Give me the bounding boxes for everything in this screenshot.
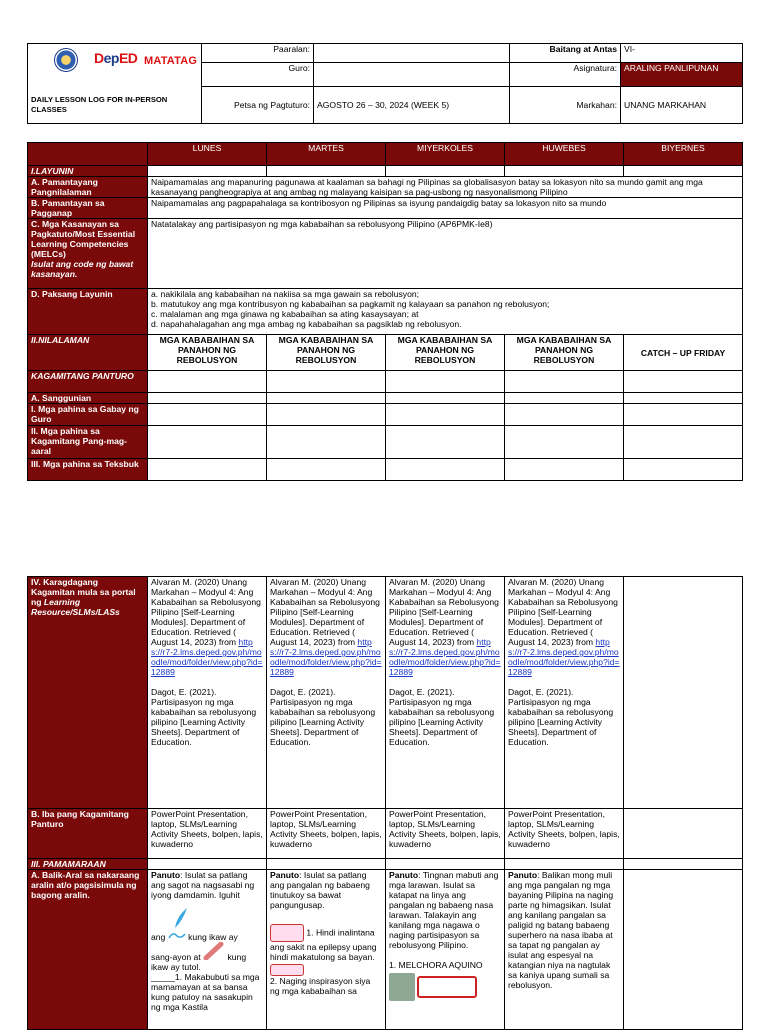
- miyerkoles-instruction: : Tingnan mabuti ang mga larawan. Isulat sa katapat na linya ang pangalan ng babaeng nasa larawan. Talakayin ang kanilang mga nagawa o naging partisipasyon sa rebolusyong Pilipino.: [389, 870, 499, 950]
- layunin-item: b. matutukoy ang mga kontribusyon ng kababaihan sa pagkamit ng kalayaan sa panahon ng rebolusyon;: [151, 299, 550, 309]
- reference-text: Alvaran M. (2020) Unang Markahan – Modyul 4: Ang Kababaihan sa Rebolusyong Pilipino [Self-Learning Modules]. Department of Education. Retrieved ( August 14, 2023) from: [508, 577, 618, 647]
- lesson-table-part2: [27, 576, 743, 1030]
- activity-biyernes: [624, 870, 743, 1030]
- baitang-value[interactable]: VI-: [621, 44, 743, 63]
- answer-box-melchora[interactable]: [417, 976, 477, 998]
- references-huwebes: [505, 577, 624, 809]
- reference-link[interactable]: https://r7-2.lms.deped.gov.ph/moodle/mod/folder/view.php?id=12889: [270, 637, 382, 677]
- activity-huwebes: [505, 870, 624, 1030]
- melc-text: Natatalakay ang partisipasyon ng mga kababaihan sa rebolusyong Pilipino (AP6PMK-Ie8): [148, 219, 743, 289]
- paksang-layunin-label: D. Paksang Layunin: [28, 289, 148, 335]
- miyerkoles-item-1: 1. MELCHORA AQUINO: [389, 960, 483, 970]
- reference-text-2: Dagot, E. (2021). Partisipasyon ng mga kababaihan sa rebolusyong pilipino [Learning Activity Sheets]. Department of Education.: [389, 687, 495, 747]
- lunes-item-1: _____1. Makabubuti sa mga mamamayan at sa bansa kung patuloy na sasakupin ng mga Kastila: [151, 972, 260, 1012]
- melc-label: C. Mga Kasanayan sa Pagkatuto/Most Essential Learning Competencies (MELCs): [31, 219, 136, 259]
- answer-box-2[interactable]: [270, 964, 304, 976]
- day-header-blank: [28, 143, 148, 166]
- baitang-label: Baitang at Antas: [510, 44, 621, 63]
- melc-label-cell: [28, 219, 148, 289]
- gabay-guro-label: I. Mga pahina sa Gabay ng Guro: [28, 404, 148, 426]
- lunes-kung-1: kung ikaw ay: [188, 932, 238, 942]
- activity-miyerkoles: [386, 870, 505, 1030]
- balik-aral-label: A. Balik-Aral sa nakaraang aralin at/o pagsisimula ng bagong aralin.: [28, 870, 148, 1030]
- matatag-logo: MATATAG: [144, 55, 198, 67]
- martes-item-2: 2. Naging inspirasyon siya ng mga kababaihan sa: [270, 976, 371, 996]
- pamantayan-pagganap-label: B. Pamantayan sa Pagganap: [28, 198, 148, 219]
- teksbuk-label: III. Mga pahina sa Teksbuk: [28, 459, 148, 481]
- nilalaman-heading: II.NILALAMAN: [28, 335, 148, 371]
- petsa-value[interactable]: AGOSTO 26 – 30, 2024 (WEEK 5): [314, 87, 510, 124]
- kagamitang-pang-mag-aaral-label: II. Mga pahina sa Kagamitang Pang-mag-aaral: [28, 426, 148, 459]
- pamamaraan-heading: III. PAMAMARAAN: [28, 859, 148, 870]
- deped-logo: DepED: [94, 50, 138, 66]
- materials-lunes: PowerPoint Presentation, laptop, SLMs/Learning Activity Sheets, bolpen, lapis, kuwaderno: [148, 809, 267, 859]
- reference-text: Alvaran M. (2020) Unang Markahan – Modyul 4: Ang Kababaihan sa Rebolusyong Pilipino [Self-Learning Modules]. Department of Education. Retrieved ( August 14, 2023) from: [151, 577, 261, 647]
- reference-text: Alvaran M. (2020) Unang Markahan – Modyul 4: Ang Kababaihan sa Rebolusyong Pilipino [Self-Learning Modules]. Department of Education. Retrieved ( August 14, 2023) from: [270, 577, 380, 647]
- red-pencil-icon: [203, 942, 225, 960]
- layunin-item: c. malalaman ang mga ginawa ng kababaihan sa ating kasaysayan; at: [151, 309, 419, 319]
- guro-label: Guro:: [202, 63, 314, 87]
- feather-pen-icon: [171, 906, 191, 930]
- day-header-huwebes: HUWEBES: [505, 143, 624, 166]
- reference-text: Alvaran M. (2020) Unang Markahan – Modyul 4: Ang Kababaihan sa Rebolusyong Pilipino [Self-Learning Modules]. Department of Education. Retrieved ( August 14, 2023) from: [389, 577, 499, 647]
- asignatura-label: Asignatura:: [510, 63, 621, 87]
- materials-miyerkoles: PowerPoint Presentation, laptop, SLMs/Learning Activity Sheets, bolpen, lapis, kuwaderno: [386, 809, 505, 859]
- topic-miyerkoles: MGA KABABAIHAN SA PANAHON NG REBOLUSYON: [386, 335, 505, 371]
- references-biyernes: [624, 577, 743, 809]
- markahan-label: Markahan:: [510, 87, 621, 124]
- panuto-label: Panuto: [151, 870, 181, 880]
- header-table: [27, 43, 743, 124]
- martes-item-1: 1. Hindi inalintana ang sakit na epilepsy upang hindi makatulong sa bayan.: [270, 927, 377, 962]
- lesson-table-part1: [27, 142, 743, 481]
- day-header-miyerkoles: MIYERKOLES: [386, 143, 505, 166]
- karagdagang-kagamitan-label: [28, 577, 148, 809]
- day-header-lunes: LUNES: [148, 143, 267, 166]
- panuto-label: Panuto: [270, 870, 300, 880]
- references-martes: [267, 577, 386, 809]
- markahan-value[interactable]: UNANG MARKAHAN: [621, 87, 743, 124]
- paksang-layunin-list: [148, 289, 743, 335]
- sanggunian-label: A. Sanggunian: [28, 393, 148, 404]
- melchora-aquino-photo: [389, 973, 415, 1001]
- reference-text-2: Dagot, E. (2021). Partisipasyon ng mga kababaihan sa rebolusyong pilipino [Learning Activity Sheets]. Department of Education.: [151, 687, 257, 747]
- reference-link[interactable]: https://r7-2.lms.deped.gov.ph/moodle/mod/folder/view.php?id=12889: [389, 637, 501, 677]
- check-stroke-icon: [168, 930, 186, 940]
- reference-link[interactable]: https://r7-2.lms.deped.gov.ph/moodle/mod/folder/view.php?id=12889: [508, 637, 620, 677]
- activity-lunes: [148, 870, 267, 1030]
- activity-martes: [267, 870, 386, 1030]
- lunes-instruction: : Isulat sa patlang ang sagot na nagsasabi ng iyong damdamin. Iguhit: [151, 870, 255, 900]
- topic-lunes: MGA KABABAIHAN SA PANAHON NG REBOLUSYON: [148, 335, 267, 371]
- answer-box-1[interactable]: [270, 924, 304, 942]
- huwebes-instruction: : Balikan mong muli ang mga pangalan ng mga bayaning Pilipina na naging parte ng himagsikan. Isulat ang kanilang pangalan sa paligid ng batang babaeng superhero na nasa ibaba at sa tapat ng pangalan ay isulat ang espesyal na katangian niya na nagtulak sa kaniya upang sumali sa rebolusyon.: [508, 870, 614, 990]
- materials-martes: PowerPoint Presentation, laptop, SLMs/Learning Activity Sheets, bolpen, lapis, kuwaderno: [267, 809, 386, 859]
- layunin-item: a. nakikilala ang kababaihan na nakiisa sa mga gawain sa rebolusyon;: [151, 289, 420, 299]
- pamantayang-pangnilalaman-label: A. Pamantayang Pangnilalaman: [28, 177, 148, 198]
- kagamitan-heading: KAGAMITANG PANTURO: [28, 371, 148, 393]
- guro-value[interactable]: [314, 63, 510, 87]
- paaralan-value[interactable]: [314, 44, 510, 63]
- day-header-martes: MARTES: [267, 143, 386, 166]
- panuto-label: Panuto: [389, 870, 419, 880]
- references-miyerkoles: [386, 577, 505, 809]
- petsa-label: Petsa ng Pagtuturo:: [202, 87, 314, 124]
- topic-martes: MGA KABABAIHAN SA PANAHON NG REBOLUSYON: [267, 335, 386, 371]
- iv-label-italic: Learning Resource/SLMs/LASs: [31, 597, 120, 617]
- lunes-kung-2: kung ikaw ay tutol.: [151, 952, 247, 972]
- references-lunes: [148, 577, 267, 809]
- lunes-ang: ang: [151, 932, 166, 942]
- asignatura-value[interactable]: ARALING PANLIPUNAN: [621, 63, 743, 87]
- lunes-sang-ayon: sang-ayon at: [151, 952, 201, 962]
- deped-seal-icon: [54, 48, 78, 72]
- panuto-label: Panuto: [508, 870, 538, 880]
- pamantayan-pagganap-text: Naipamamalas ang pagpapahalaga sa kontribosyon ng Pilipinas sa isyung pandaigdig batay sa lokasyon nito sa mundo: [148, 198, 743, 219]
- reference-text-2: Dagot, E. (2021). Partisipasyon ng mga kababaihan sa rebolusyong pilipino [Learning Activity Sheets]. Department of Education.: [270, 687, 376, 747]
- catch-up-friday: CATCH – UP FRIDAY: [624, 335, 743, 371]
- logo-area: [28, 44, 202, 87]
- dll-title: DAILY LESSON LOG FOR IN-PERSON CLASSES: [28, 87, 202, 124]
- materials-huwebes: PowerPoint Presentation, laptop, SLMs/Learning Activity Sheets, bolpen, lapis, kuwaderno: [505, 809, 624, 859]
- paaralan-label: Paaralan:: [202, 44, 314, 63]
- layunin-item: d. napahahalagahan ang mga ambag ng kababaihan sa pagsiklab ng rebolusyon.: [151, 319, 462, 329]
- iv-label-text: IV. Karagdagang Kagamitan mula sa portal ng: [31, 577, 136, 607]
- layunin-heading: I.LAYUNIN: [28, 166, 148, 177]
- reference-text-2: Dagot, E. (2021). Partisipasyon ng mga kababaihan sa rebolusyong pilipino [Learning Activity Sheets]. Department of Education.: [508, 687, 614, 747]
- day-header-biyernes: BIYERNES: [624, 143, 743, 166]
- topic-huwebes: MGA KABABAIHAN SA PANAHON NG REBOLUSYON: [505, 335, 624, 371]
- martes-instruction: : Isulat sa patlang ang pangalan ng babaeng tinutukoy sa bawat pangungusap.: [270, 870, 370, 910]
- pamantayang-pangnilalaman-text: Naipamamalas ang mapanuring pagunawa at kaalaman sa bahagi ng Pilipinas sa globalisasyon batay sa lokasyon nito sa mundo gamit ang mga kasanayang pangheograpiya at ang ambag ng malayang kaisipan sa pag-usbong ng nasyonalismong Pilipino: [148, 177, 743, 198]
- iba-pang-kagamitan-label: B. Iba pang Kagamitang Panturo: [28, 809, 148, 859]
- reference-link[interactable]: https://r7-2.lms.deped.gov.ph/moodle/mod/folder/view.php?id=12889: [151, 637, 263, 677]
- melc-note: Isulat ang code ng bawat kasanayan.: [31, 259, 134, 279]
